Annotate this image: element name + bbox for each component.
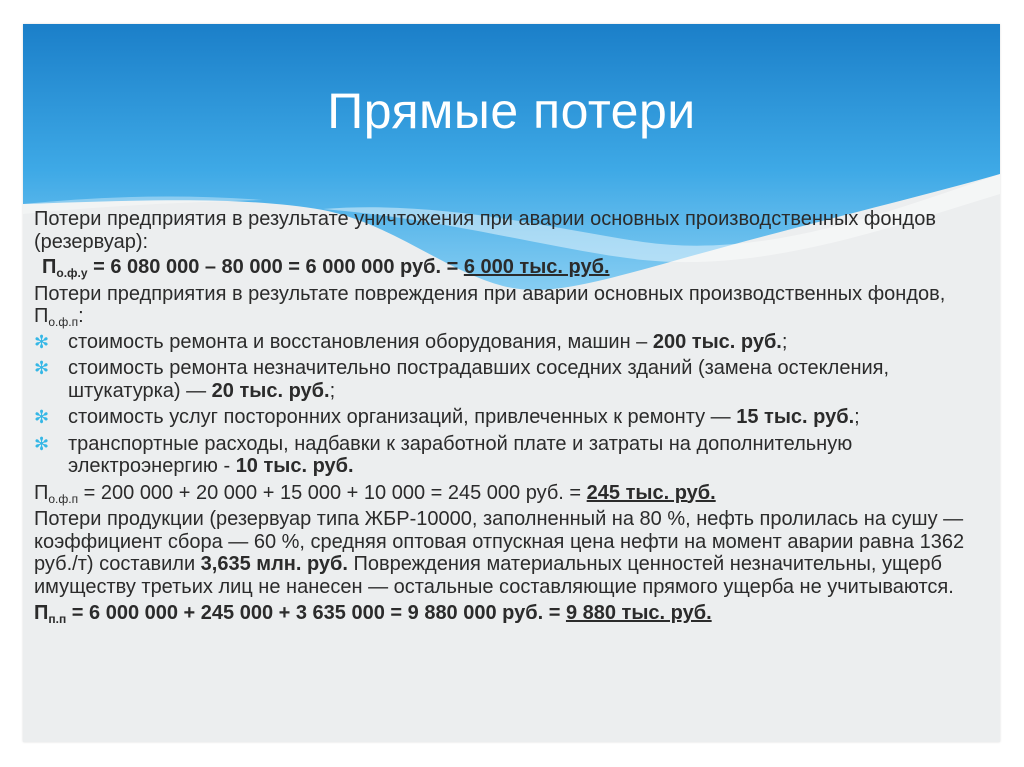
list-item: ✻ стоимость услуг посторонних организаций, привлеченных к ремонту — 15 тыс. руб.; (34, 406, 860, 428)
asterisk-bullet-icon: ✻ (34, 407, 50, 427)
formula-damage: $П_{о.ф.п} = 200$ 000 + 20 000 + 15 000 + 10 000 = 245 000 руб. = 245 тыс. руб. (34, 481, 716, 506)
slide-title: Прямые потери (327, 83, 696, 139)
slide-content (34, 208, 994, 625)
list-item: ✻ транспортные расходы, надбавки к заработной плате и затраты на дополнительную электроэнергию - 10 тыс. руб. (34, 432, 853, 477)
asterisk-bullet-icon: ✻ (34, 433, 50, 454)
paragraph-damage-losses: Потери предприятия в результате повреждения при аварии основных производственных фондов, $П_{о.ф.п}$: (34, 282, 946, 329)
formula-total-result: 9 880 тыс. руб. (565, 602, 712, 624)
list-item: ✻ стоимость ремонта незначительно пострадавших соседних зданий (замена остекления, штукатурка) — 20 тыс. руб.; (34, 357, 890, 402)
asterisk-bullet-icon: ✻ (34, 358, 50, 378)
list-item: ✻ стоимость ремонта и восстановления оборудования, машин – 200 тыс. руб.; (34, 330, 788, 353)
paragraph-product-losses: Потери продукции (резервуар типа ЖБР-10000, заполненный на 80 %, нефть пролилась на сушу — коэффициент сбора — 60 %, средняя оптовая отпускная цена нефти на момент аварии равна 1362 руб./т) составили 3,635 млн. руб. Повреждения материальных ценностей незначительны, ущерб имуществу третьих лиц не нанесен — остальные составляющие прямого ущерба не учитываются. (34, 508, 965, 598)
formula-damage-result: 245 тыс. руб. (586, 481, 716, 504)
paragraph-destruction-losses: Потери предприятия в результате уничтожения при аварии основных производственных фондов (резервуар): (34, 208, 936, 253)
slide (23, 24, 1000, 742)
asterisk-bullet-icon: ✻ (34, 331, 50, 352)
formula-total: $П_{п.п} = 6$ 000 000 + 245 000 + 3 635 000 = 9 880 000 руб. = 9 880 тыс. руб. (34, 602, 712, 626)
formula-destruction: $П_{о.ф.у} = 6$ 080 000 – 80 000 = 6 000 000 руб. = 6 000 тыс. руб. (42, 256, 610, 280)
damage-cost-list (34, 331, 994, 478)
formula-destruction-result: 6 000 тыс. руб. (463, 256, 610, 278)
